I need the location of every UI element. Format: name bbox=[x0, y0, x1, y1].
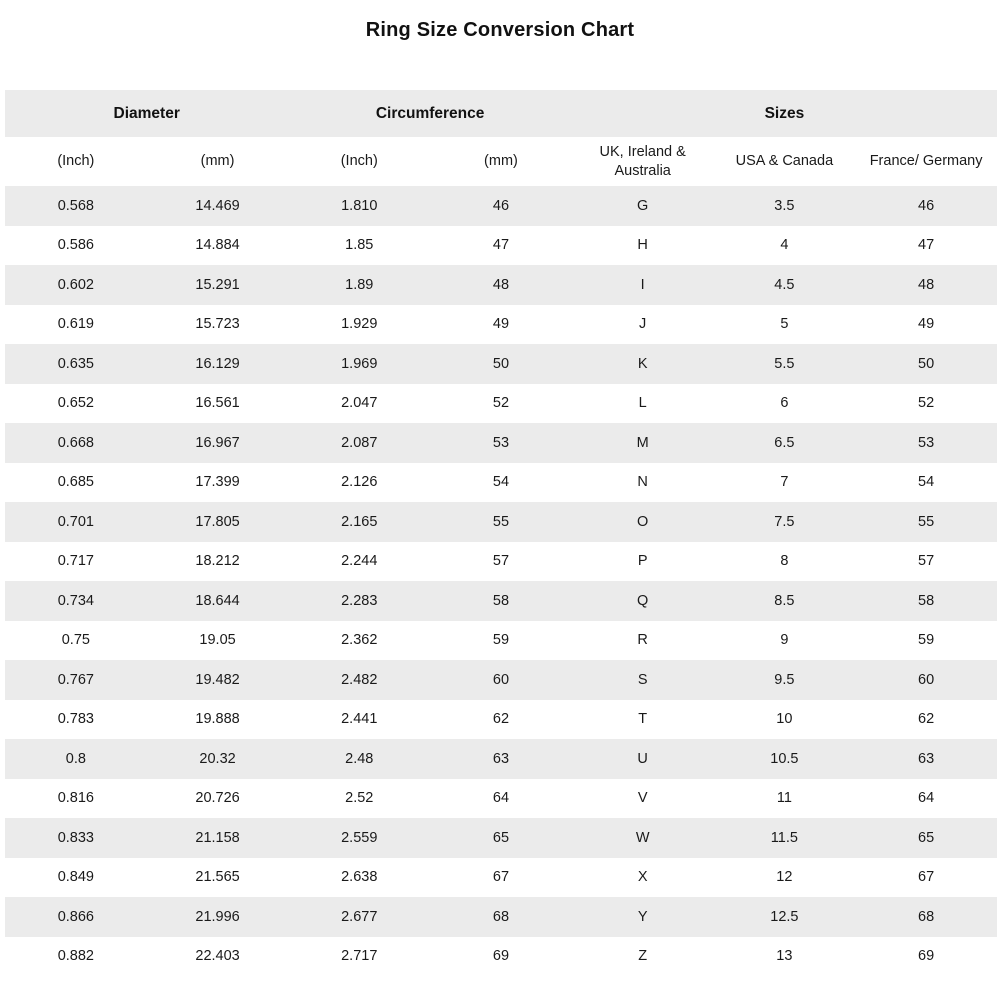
table-cell: X bbox=[637, 869, 648, 886]
table-cell: 6 bbox=[780, 395, 789, 412]
col-header-circumference-inch: (Inch) bbox=[288, 137, 430, 186]
table-row bbox=[5, 700, 997, 740]
ring-size-conversion-table bbox=[5, 90, 997, 976]
table-cell: 2.165 bbox=[341, 513, 378, 530]
table-cell: 0.767 bbox=[57, 671, 94, 688]
table-cell: 6.5 bbox=[774, 434, 795, 451]
table-cell: 2.362 bbox=[341, 632, 378, 649]
table-cell: 16.129 bbox=[195, 355, 240, 372]
table-cell: T bbox=[638, 711, 648, 728]
table-row bbox=[5, 463, 997, 503]
table-cell: 0.568 bbox=[57, 197, 94, 214]
table-row bbox=[5, 305, 997, 345]
table-cell: 67 bbox=[918, 869, 935, 886]
table-cell: 11.5 bbox=[770, 829, 798, 846]
table-cell: 2.087 bbox=[341, 434, 378, 451]
table-row bbox=[5, 739, 997, 779]
group-header-diameter: Diameter bbox=[5, 90, 288, 137]
table-cell: 2.244 bbox=[341, 553, 378, 570]
table-cell: 63 bbox=[918, 750, 935, 767]
col-header-diameter-inch: (Inch) bbox=[5, 137, 147, 186]
table-cell: 19.05 bbox=[199, 632, 236, 649]
table-cell: 47 bbox=[918, 237, 935, 254]
table-cell: 0.734 bbox=[57, 592, 94, 609]
table-cell: 49 bbox=[492, 316, 510, 333]
table-cell: N bbox=[637, 474, 648, 491]
table-cell: 8 bbox=[780, 553, 789, 570]
table-cell: 0.701 bbox=[57, 513, 94, 530]
table-cell: 18.644 bbox=[195, 592, 240, 609]
table-cell: 0.8 bbox=[65, 750, 86, 767]
group-header-sizes: Sizes bbox=[572, 90, 997, 137]
table-row bbox=[5, 897, 997, 937]
table-cell: 57 bbox=[492, 553, 510, 570]
table-cell: 2.52 bbox=[345, 790, 374, 807]
table-cell: 2.283 bbox=[341, 592, 378, 609]
table-cell: 21.158 bbox=[195, 829, 240, 846]
table-cell: 0.866 bbox=[57, 908, 94, 925]
table-cell: 1.85 bbox=[345, 237, 374, 254]
table-cell: 2.638 bbox=[341, 869, 378, 886]
table-row bbox=[5, 581, 997, 621]
table-cell: 4.5 bbox=[774, 276, 795, 293]
table-cell: 20.32 bbox=[199, 750, 236, 767]
table-cell: 16.967 bbox=[195, 434, 240, 451]
table-row bbox=[5, 226, 997, 266]
table-cell: 65 bbox=[492, 829, 510, 846]
table-cell: 2.717 bbox=[341, 948, 378, 965]
table-cell: 55 bbox=[492, 513, 510, 530]
table-cell: 0.882 bbox=[57, 948, 94, 965]
table-cell: 9.5 bbox=[774, 671, 795, 688]
table-cell: 7 bbox=[780, 474, 789, 491]
table-cell: 2.441 bbox=[341, 711, 378, 728]
table-row bbox=[5, 265, 997, 305]
table-cell: 1.969 bbox=[341, 355, 378, 372]
table-cell: 59 bbox=[492, 632, 510, 649]
table-cell: M bbox=[636, 434, 649, 451]
table-cell: 60 bbox=[492, 671, 510, 688]
table-cell: 64 bbox=[918, 790, 935, 807]
table-cell: L bbox=[638, 395, 647, 412]
table-cell: 0.668 bbox=[57, 434, 94, 451]
table-cell: 14.884 bbox=[195, 237, 240, 254]
table-cell: 69 bbox=[918, 948, 935, 965]
table-cell: 2.677 bbox=[341, 908, 378, 925]
table-cell: V bbox=[637, 790, 648, 807]
table-cell: 2.126 bbox=[341, 474, 378, 491]
table-cell: 15.723 bbox=[195, 316, 240, 333]
table-cell: 2.482 bbox=[341, 671, 378, 688]
table-cell: 53 bbox=[918, 434, 935, 451]
table-cell: 14.469 bbox=[195, 197, 240, 214]
table-cell: 0.586 bbox=[57, 237, 94, 254]
table-cell: 0.816 bbox=[57, 790, 94, 807]
table-cell: Z bbox=[638, 948, 648, 965]
table-row bbox=[5, 423, 997, 463]
table-cell: 0.652 bbox=[57, 395, 94, 412]
table-row bbox=[5, 186, 997, 226]
table-row bbox=[5, 542, 997, 582]
table-cell: 68 bbox=[918, 908, 935, 925]
table-cell: H bbox=[637, 237, 648, 254]
table-cell: 20.726 bbox=[195, 790, 240, 807]
table-cell: 1.929 bbox=[341, 316, 378, 333]
table-cell: 18.212 bbox=[195, 553, 240, 570]
table-row bbox=[5, 344, 997, 384]
table-cell: 46 bbox=[918, 197, 935, 214]
page-title: Ring Size Conversion Chart bbox=[365, 19, 635, 41]
table-cell: 22.403 bbox=[195, 948, 240, 965]
table-cell: 52 bbox=[492, 395, 510, 412]
table-cell: 17.399 bbox=[195, 474, 240, 491]
table-cell: 0.849 bbox=[57, 869, 94, 886]
table-cell: 19.482 bbox=[195, 671, 240, 688]
table-cell: 48 bbox=[918, 276, 935, 293]
table-row bbox=[5, 858, 997, 898]
table-cell: S bbox=[637, 671, 648, 688]
table-cell: 3.5 bbox=[774, 197, 795, 214]
group-header-row bbox=[5, 90, 997, 137]
table-cell: 48 bbox=[492, 276, 510, 293]
table-cell: 2.047 bbox=[341, 395, 378, 412]
table-cell: 55 bbox=[918, 513, 935, 530]
table-cell: J bbox=[639, 316, 647, 333]
table-cell: 5.5 bbox=[774, 355, 795, 372]
table-cell: 67 bbox=[492, 869, 510, 886]
table-cell: 16.561 bbox=[195, 395, 240, 412]
table-cell: 17.805 bbox=[195, 513, 240, 530]
col-header-diameter-mm: (mm) bbox=[147, 137, 289, 186]
col-header-france-germany: France/ Germany bbox=[855, 137, 997, 186]
table-cell: P bbox=[637, 553, 648, 570]
table-cell: 4 bbox=[780, 237, 789, 254]
table-row bbox=[5, 621, 997, 661]
table-row bbox=[5, 384, 997, 424]
table-cell: 58 bbox=[918, 592, 935, 609]
table-cell: 58 bbox=[492, 592, 510, 609]
column-header-row bbox=[5, 137, 997, 186]
table-row bbox=[5, 502, 997, 542]
table-cell: U bbox=[637, 750, 648, 767]
table-cell: 69 bbox=[492, 948, 510, 965]
table-cell: 1.810 bbox=[341, 197, 378, 214]
table-cell: 49 bbox=[918, 316, 935, 333]
table-cell: 12 bbox=[776, 869, 793, 886]
table-cell: 65 bbox=[918, 829, 935, 846]
table-cell: 1.89 bbox=[345, 276, 374, 293]
table-cell: W bbox=[635, 829, 650, 846]
table-row bbox=[5, 660, 997, 700]
table-cell: 7.5 bbox=[774, 513, 795, 530]
table-cell: Y bbox=[637, 908, 648, 925]
table-cell: 2.559 bbox=[341, 829, 378, 846]
table-cell: 46 bbox=[492, 197, 510, 214]
table-cell: 15.291 bbox=[195, 276, 240, 293]
table-cell: 10.5 bbox=[770, 750, 799, 767]
table-cell: O bbox=[637, 513, 649, 530]
table-cell: 2.48 bbox=[345, 750, 374, 767]
table-row bbox=[5, 779, 997, 819]
col-header-usa-canada: USA & Canada bbox=[714, 137, 856, 186]
table-cell: 0.717 bbox=[57, 553, 94, 570]
table-cell: 10 bbox=[776, 711, 793, 728]
col-header-uk-ireland-australia: UK, Ireland & Australia bbox=[572, 137, 714, 186]
table-cell: 21.996 bbox=[195, 908, 240, 925]
group-header-circumference: Circumference bbox=[288, 90, 571, 137]
table-cell: 60 bbox=[918, 671, 935, 688]
table-cell: 64 bbox=[492, 790, 510, 807]
table-cell: 63 bbox=[492, 750, 510, 767]
table-cell: 54 bbox=[492, 474, 510, 491]
table-cell: 5 bbox=[780, 316, 789, 333]
table-cell: 0.783 bbox=[57, 711, 94, 728]
table-cell: 19.888 bbox=[195, 711, 240, 728]
table-cell: 13 bbox=[776, 948, 793, 965]
table-cell: 52 bbox=[918, 395, 935, 412]
table-cell: 0.635 bbox=[57, 355, 94, 372]
table-cell: 62 bbox=[918, 711, 935, 728]
col-header-circumference-mm: (mm) bbox=[430, 137, 572, 186]
table-cell: 54 bbox=[918, 474, 935, 491]
table-row bbox=[5, 937, 997, 977]
table-cell: R bbox=[637, 632, 648, 649]
table-cell: I bbox=[640, 276, 645, 293]
table-cell: 47 bbox=[492, 237, 510, 254]
table-cell: 12.5 bbox=[770, 908, 799, 925]
table-cell: 50 bbox=[918, 355, 935, 372]
table-cell: 21.565 bbox=[195, 869, 240, 886]
table-cell: 8.5 bbox=[774, 592, 795, 609]
table-cell: 50 bbox=[492, 355, 510, 372]
table-cell: Q bbox=[637, 592, 649, 609]
table-cell: 0.619 bbox=[57, 316, 94, 333]
table-cell: G bbox=[637, 197, 649, 214]
table-cell: 57 bbox=[918, 553, 935, 570]
table-cell: 62 bbox=[492, 711, 510, 728]
table-row bbox=[5, 818, 997, 858]
table-cell: 9 bbox=[780, 632, 789, 649]
table-cell: 0.75 bbox=[61, 632, 90, 649]
table-cell: 0.833 bbox=[57, 829, 94, 846]
table-cell: 0.685 bbox=[57, 474, 94, 491]
table-cell: K bbox=[637, 355, 648, 372]
table-cell: 68 bbox=[492, 908, 510, 925]
table-cell: 11 bbox=[776, 790, 792, 807]
table-cell: 53 bbox=[492, 434, 510, 451]
table-cell: 0.602 bbox=[57, 276, 94, 293]
table-body bbox=[5, 186, 997, 976]
table-cell: 59 bbox=[918, 632, 935, 649]
